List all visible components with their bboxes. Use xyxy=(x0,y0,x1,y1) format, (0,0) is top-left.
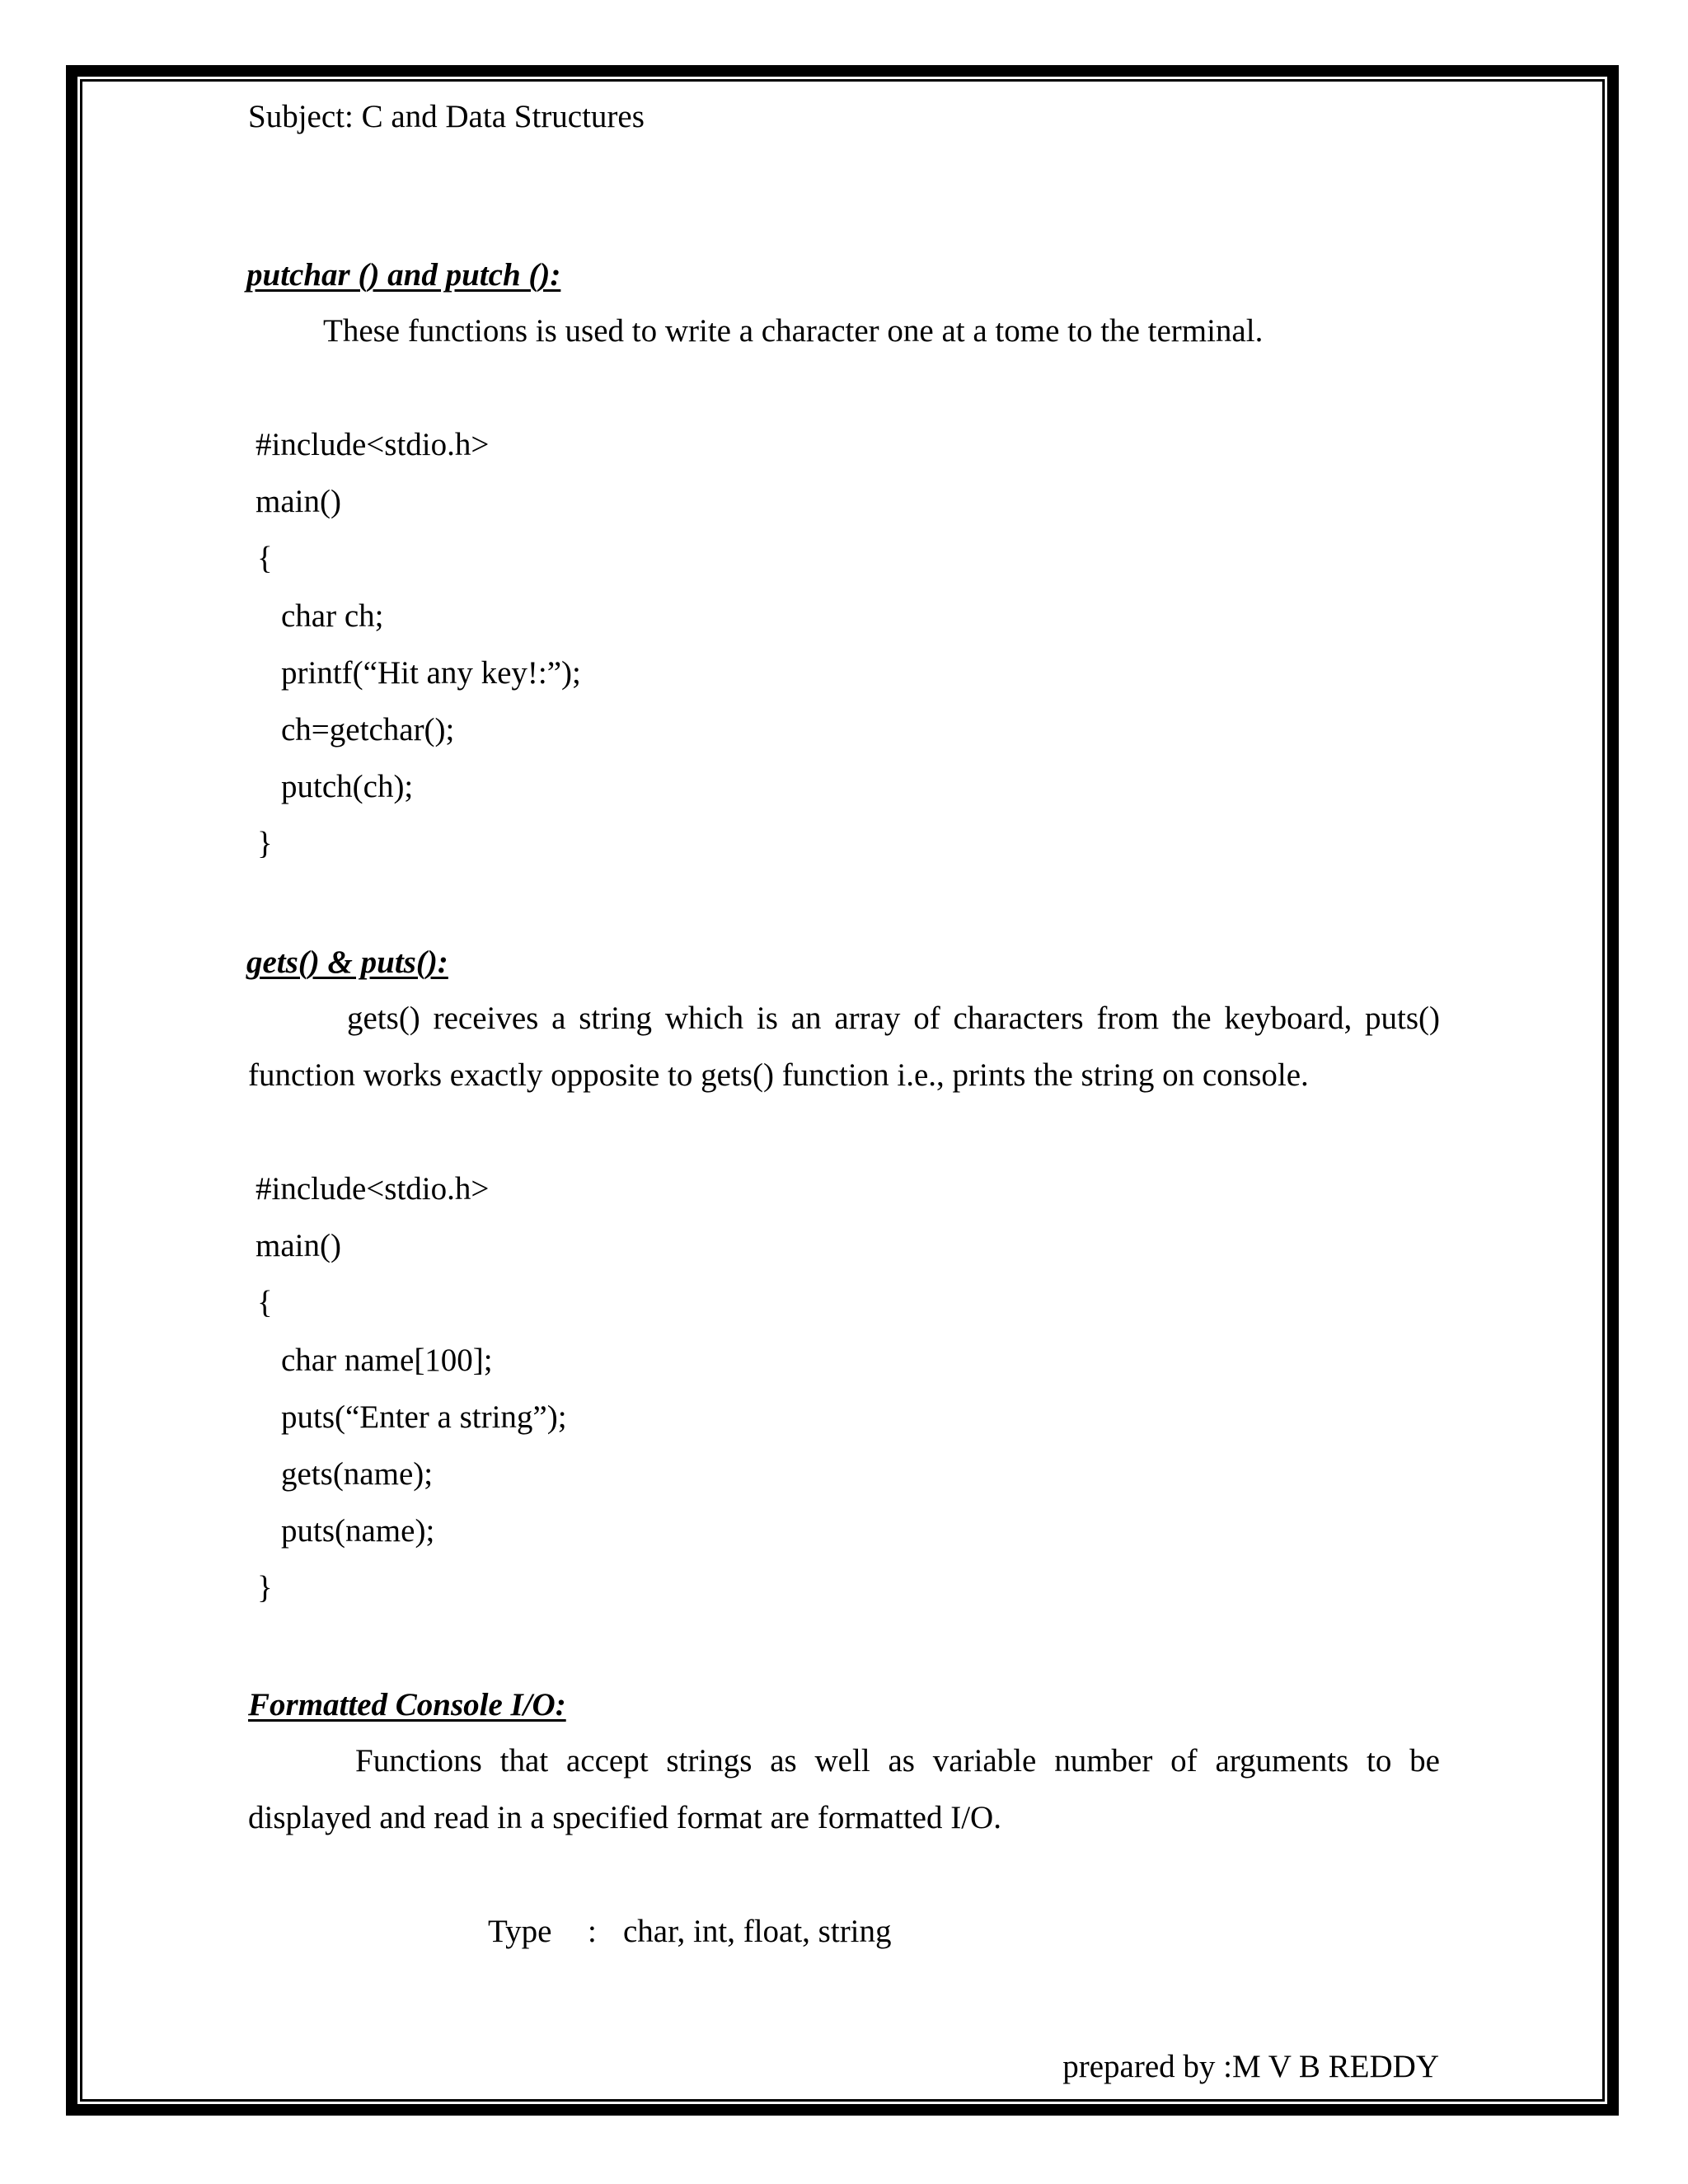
code-line: puts(“Enter a string”); xyxy=(281,1399,567,1435)
section-heading-formatted-io: Formatted Console I/O: xyxy=(248,1687,566,1722)
code-line: puts(name); xyxy=(281,1513,435,1549)
subject-header: Subject: C and Data Structures xyxy=(248,99,645,134)
code-line: } xyxy=(257,826,273,861)
code-line: { xyxy=(257,1285,273,1320)
code-line: } xyxy=(257,1570,273,1605)
section-description-formatted-io-line1: Functions that accept strings as well as variable number of arguments to be xyxy=(355,1743,1440,1779)
section-description-formatted-io-line2: displayed and read in a specified format are formatted I/O. xyxy=(248,1800,1001,1835)
code-line: main() xyxy=(256,1228,341,1263)
prepared-by-footer: prepared by :M V B REDDY xyxy=(1062,2049,1439,2084)
code-line: #include<stdio.h> xyxy=(256,427,490,462)
code-line: main() xyxy=(256,484,341,519)
code-line: printf(“Hit any key!:”); xyxy=(281,655,581,691)
section-description-putchar: These functions is used to write a character one at a tome to the terminal. xyxy=(323,313,1264,349)
code-line: ch=getchar(); xyxy=(281,712,455,748)
type-label: Type xyxy=(488,1914,552,1949)
section-heading-gets-puts: gets() & puts(): xyxy=(246,944,448,980)
code-line: gets(name); xyxy=(281,1456,434,1492)
section-heading-putchar: putchar () and putch (): xyxy=(246,257,561,293)
type-values: char, int, float, string xyxy=(623,1914,892,1949)
section-description-gets-puts-line2: function works exactly opposite to gets() function i.e., prints the string on console. xyxy=(248,1057,1309,1093)
section-description-gets-puts-line1: gets() receives a string which is an array of characters from the keyboard, puts() xyxy=(347,1001,1440,1036)
code-line: #include<stdio.h> xyxy=(256,1171,490,1207)
code-line: char name[100]; xyxy=(281,1343,493,1378)
code-line: { xyxy=(257,541,273,576)
code-line: putch(ch); xyxy=(281,769,414,804)
code-line: char ch; xyxy=(281,598,384,634)
type-separator: : xyxy=(588,1914,597,1949)
